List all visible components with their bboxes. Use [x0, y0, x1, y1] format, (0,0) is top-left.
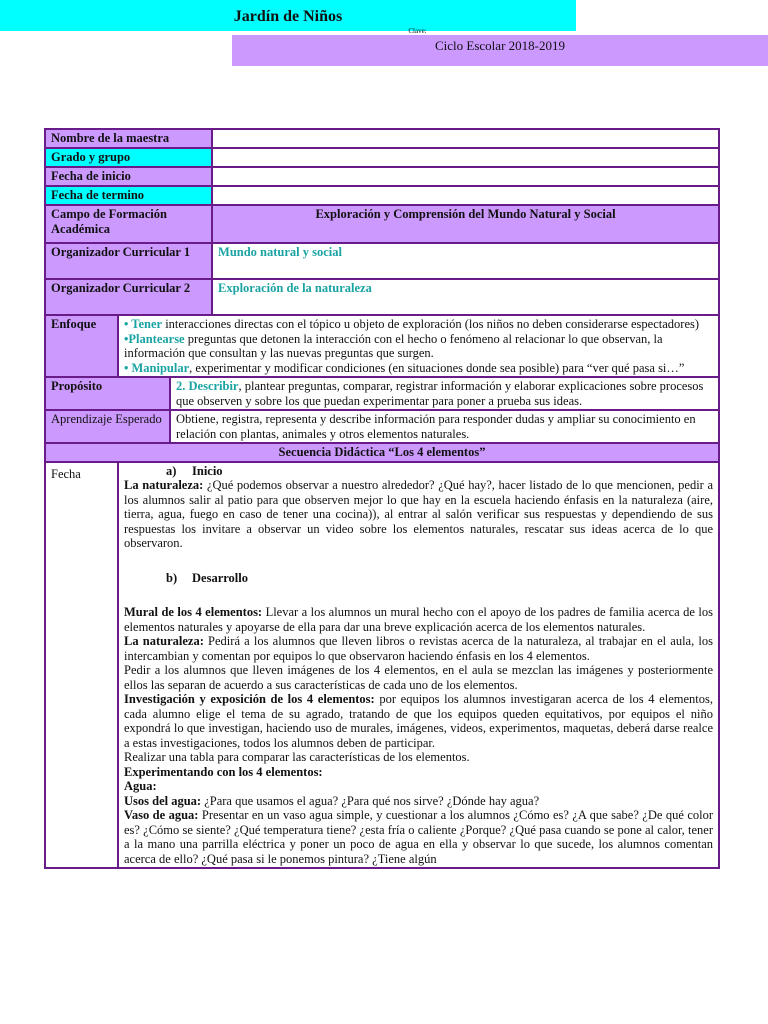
grade-group-label: Grado y grupo: [45, 148, 212, 167]
water-glass-text: Presentar en un vaso agua simple, y cuestionar a los alumnos ¿Cómo es? ¿A que sabe? ¿De qué color es? ¿Cómo se siente? ¿Qué temperatura tiene? ¿esta fría o caliente ¿Porque? ¿Qué pasa cuando se pone al calor, tener a la mano una parrilla eléctrica y poner un poco de agua en ella y observar lo que sucede, los alumnos comentan acerca de ello? ¿Qué pasa si le ponemos pintura? ¿Tiene algún: [124, 808, 714, 866]
water-uses-bold: Usos del agua:: [124, 793, 202, 808]
purpose-text: , plantear preguntas, comparar, registrar información y elaborar explicaciones sobre procesos que observen y sobre los que puedan experimentar para poner a prueba sus ideas.: [176, 379, 704, 408]
start-date-value: [212, 167, 719, 186]
teacher-name-value: [212, 129, 719, 148]
paragraph-table: Realizar una tabla para comparar las características de los elementos.: [124, 750, 470, 764]
paragraph-mural-bold: Mural de los 4 elementos:: [124, 605, 263, 619]
organizer1-value: Mundo natural y social: [212, 243, 719, 279]
school-year: Ciclo Escolar 2018-2019: [435, 38, 565, 53]
sequence-title: Secuencia Didáctica “Los 4 elementos”: [45, 443, 719, 462]
water-glass-bold: Vaso de agua:: [124, 808, 199, 822]
organizer2-value: Exploración de la naturaleza: [212, 279, 719, 315]
clave-label: Clave:: [408, 27, 427, 35]
purpose-label: Propósito: [45, 377, 170, 410]
start-date-label: Fecha de inicio: [45, 167, 212, 186]
approach-bullet3-keyword: • Manipular: [124, 360, 190, 375]
experiments-heading-bold: Experimentando con los 4 elementos:: [124, 764, 323, 779]
water-uses-text: ¿Para que usamos el agua? ¿Para qué nos sirve? ¿Dónde hay agua?: [201, 793, 540, 808]
paragraph-water-uses: [124, 794, 713, 809]
paragraph-mural-text: Llevar a los alumnos un mural hecho con el apoyo de los padres de familia acerca de los elementos naturales y apoyarse de ella para dar una breve explicación acerca de los elementos naturales.: [124, 605, 714, 634]
approach-content: [118, 315, 719, 377]
school-year-banner: [232, 35, 768, 66]
paragraph-water-heading: [124, 779, 713, 794]
grade-group-value: [212, 148, 719, 167]
approach-bullet3-text: , experimentar y modificar condiciones (en situaciones donde sea posible) para “ver qué pasa si…”: [189, 360, 685, 375]
water-heading-bold: Agua:: [124, 779, 157, 793]
paragraph-nature-books-bold: La naturaleza:: [124, 634, 204, 648]
approach-bullet2-keyword: •Plantearse: [124, 331, 185, 346]
end-date-label: Fecha de termino: [45, 186, 212, 205]
paragraph-water-glass: [124, 808, 713, 866]
date-label: Fecha: [45, 462, 118, 869]
learning-label: Aprendizaje Esperado: [45, 410, 170, 443]
approach-label: Enfoque: [45, 315, 118, 377]
paragraph-mural: [124, 605, 713, 634]
paragraph-images: Pedir a los alumnos que lleven imágenes de los 4 elementos, en el aula se mezclan las imágenes y posteriormente ellos las separan de acuerdo a sus características de cada uno de los elementos.: [124, 663, 713, 692]
field-label: Campo de Formación Académica: [45, 205, 212, 243]
section-b-title: Desarrollo: [192, 570, 249, 585]
organizer1-label: Organizador Curricular 1: [45, 243, 212, 279]
paragraph-research-text: por equipos los alumnos investigaran acerca de los 4 elementos, cada alumno elige el tema de su agrado, tratando de que los equipos queden equitativos, por equipos el niño expondrá lo que investigan, haciendo uso de murales, imágenes, videos, experimentos, maquetas, deberá darse realce a estas investigaciones, todos los alumnos deben de participar.: [124, 692, 713, 750]
purpose-content: [170, 377, 719, 410]
section-b-heading: [166, 571, 713, 586]
paragraph-nature-intro-text: ¿Qué podemos observar a nuestro alrededor? ¿Qué hay?, hacer listado de lo que mencionen, pedir a los alumnos salir al patio para que observen mejor lo que hay en la escuela haciendo énfasis en la naturaleza (aire, tierra, agua, fuego en caso de tener una cocina)), al entrar al salón verificar sus respuestas y dependiendo de sus respuestas los invitare a observar un video sobre los elementos naturales, rescatar sus ideas acerca de lo que observaron.: [124, 478, 713, 550]
approach-bullet2-text: preguntas que detonen la interacción con el hecho o fenómeno al relacionar lo que observan, la información que consultan y las nuevas preguntas que surgen.: [124, 331, 663, 360]
purpose-keyword: 2. Describir: [176, 379, 239, 393]
organizer2-label: Organizador Curricular 2: [45, 279, 212, 315]
paragraph-experiments-heading: [124, 765, 713, 780]
paragraph-nature-books-text: Pedirá a los alumnos que lleven libros o revistas acerca de la naturaleza, al trabajar en el aula, los intercambian y comentan por equipos lo que observaron haciendo énfasis en los 4 elementos.: [124, 634, 713, 663]
section-b-letter: b): [166, 570, 178, 585]
approach-bullet1-text: interacciones directas con el tópico u objeto de exploración (los niños no deben considerarse espectadores): [162, 317, 700, 331]
paragraph-research: [124, 692, 713, 750]
sequence-content: [118, 462, 719, 869]
end-date-value: [212, 186, 719, 205]
paragraph-research-bold: Investigación y exposición de los 4 elementos:: [124, 692, 375, 706]
paragraph-nature-books: [124, 634, 713, 663]
paragraph-nature-intro: [124, 478, 713, 551]
section-a-letter: a): [166, 463, 177, 478]
section-a-title: Inicio: [192, 463, 223, 478]
approach-bullet1-keyword: • Tener: [124, 317, 163, 331]
planning-table: [44, 128, 720, 869]
teacher-name-label: Nombre de la maestra: [45, 129, 212, 148]
section-a-heading: [166, 464, 713, 479]
school-title: Jardín de Niños: [233, 8, 343, 25]
field-value: Exploración y Comprensión del Mundo Natural y Social: [212, 205, 719, 243]
paragraph-nature-intro-bold: La naturaleza:: [124, 478, 204, 492]
learning-value: Obtiene, registra, representa y describe información para responder dudas y ampliar su conocimiento en relación con plantas, animales y otros elementos naturales.: [170, 410, 719, 443]
